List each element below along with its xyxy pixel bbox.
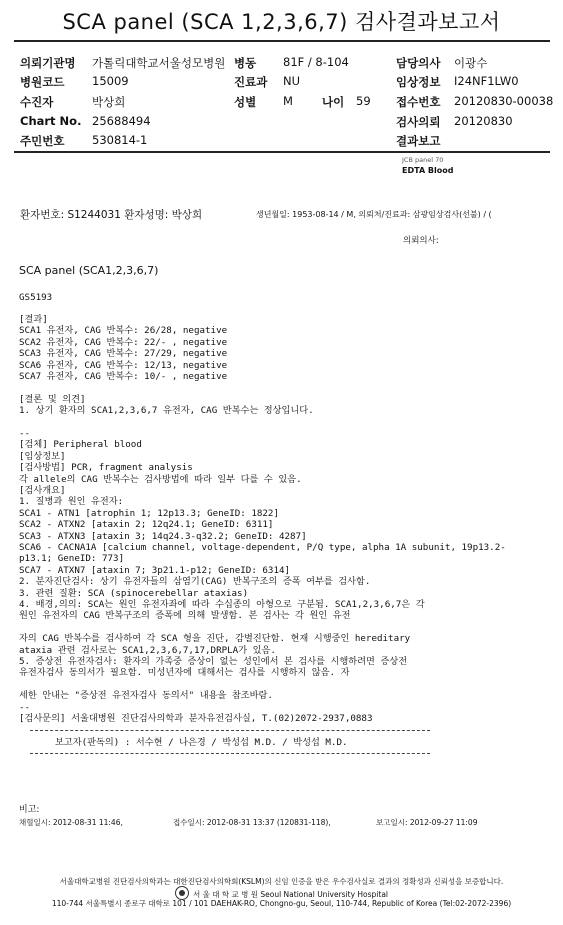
age-value: 59 xyxy=(356,94,371,108)
resident-no-label: 주민번호 xyxy=(20,134,65,148)
patient-info-small: 생년월일: 1953-08-14 / M, 의뢰처/진료과: 삼광임상검사(선불) / ( xyxy=(256,210,492,219)
sex-label: 성별 xyxy=(234,95,257,109)
request-value: 20120830 xyxy=(454,114,513,128)
institution-value: 가톨릭대학교서울성모병원 xyxy=(92,56,226,70)
dept-value: NU xyxy=(283,74,301,88)
result-report-label: 결과보고 xyxy=(396,134,441,148)
result-line: SCA2 유전자, CAG 반복수: 22/- , negative xyxy=(19,336,228,348)
result-line: 유전자검사 동의서가 필요함. 미성년자에 대해서는 검사를 시행하지 않음. 자 xyxy=(19,667,350,679)
result-line: [결과] xyxy=(19,314,48,325)
result-line: SCA1 - ATN1 [atrophin 1; 12p13.3; GeneID: 1822] xyxy=(19,507,279,519)
ward-label: 병동 xyxy=(234,56,257,70)
result-line: 3. 관련 질환: SCA (spinocerebellar ataxias) xyxy=(19,587,249,599)
edta-label: EDTA Blood xyxy=(402,166,454,175)
result-line: SCA1 유전자, CAG 반복수: 26/28, negative xyxy=(19,325,228,337)
result-line: SCA7 유전자, CAG 반복수: 10/- , negative xyxy=(19,371,228,382)
request-label: 검사의뢰 xyxy=(396,115,441,129)
reporters-line: 보고자(판독의) : 서수현 / 나은경 / 박성섭 M.D. / 박성섭 M.D. xyxy=(55,737,348,748)
result-line: -- xyxy=(19,701,31,713)
result-line: SCA2 - ATXN2 [ataxin 2; 12q24.1; GeneID: 6311] xyxy=(19,519,274,531)
result-line: 5. 증상전 유전자검사: 환자의 가족중 증상이 없는 성인에서 본 검사를 시행하려면 증상전 xyxy=(19,656,408,667)
result-line: SCA3 - ATXN3 [ataxin 3; 14q24.3-q32.2; GeneID: 4287] xyxy=(19,530,307,542)
dept-label: 진료과 xyxy=(234,75,268,89)
result-line: 원인 유전자의 CAG 반복구조의 증폭에 의해 발생함. 본 검사는 각 원인 유전 xyxy=(19,610,351,622)
result-line: [검사문의] 서울대병원 진단검사의학과 분자유전검사실, T.(02)2072-2937,0883 xyxy=(19,713,373,724)
footer-certification: 서울대학교병원 진단검사의학과는 대한진단검사의학회(KSLM)의 신임 인증을 받은 우수검사실로 결과의 정확성과 신뢰성을 보증합니다. xyxy=(59,877,504,886)
doctor-value: 이광수 xyxy=(454,56,488,70)
result-line: 자의 CAG 반복수를 검사하여 각 SCA 형을 진단, 감별진단함. 현재 시행중인 hereditary xyxy=(19,633,411,645)
received-time: 접수일시: 2012-08-31 13:37 (120831-118), xyxy=(173,818,331,827)
hospital-code-value: 15009 xyxy=(92,74,129,88)
result-line: SCA6 유전자, CAG 반복수: 12/13, negative xyxy=(19,359,228,371)
result-line: SCA3 유전자, CAG 반복수: 27/29, negative xyxy=(19,348,228,360)
edta-top-label: JCB panel 70 xyxy=(402,156,444,164)
receipt-no-label: 접수번호 xyxy=(396,95,441,109)
result-line: SCA7 - ATXN7 [ataxin 7; 3p21.1-p12; GeneID: 6314] xyxy=(19,564,291,576)
result-line: [결론 및 의견] xyxy=(19,393,86,405)
note-label: 비고: xyxy=(19,805,40,815)
result-line: [검사개요] xyxy=(19,485,66,496)
ward-value: 81F / 8-104 xyxy=(283,55,349,69)
result-line: 1. 상기 환자의 SCA1,2,3,6,7 유전자, CAG 반복수는 정상입니다. xyxy=(19,405,314,417)
report-title: SCA panel (SCA 1,2,3,6,7) 검사결과보고서 xyxy=(62,10,501,34)
result-line: 1. 질병과 원인 유전자: xyxy=(19,496,124,508)
result-line: p13.1; GeneID: 773] xyxy=(19,553,125,565)
chart-no-label: Chart No. xyxy=(20,114,82,128)
hospital-code-label: 병원코드 xyxy=(20,75,65,89)
age-label: 나이 xyxy=(322,95,345,109)
clinical-info-value: I24NF1LW0 xyxy=(454,74,519,88)
sex-value: M xyxy=(283,94,293,108)
test-name: SCA panel (SCA1,2,3,6,7) xyxy=(19,264,159,277)
footer-address: 110-744 서울특별시 종로구 대학로 101 / 101 DAEHAK-RO, Chongno-gu, Seoul, 110-744, Republic of Korea (Tel:02-2072-2396) xyxy=(51,899,512,908)
reporter-bottom-divider xyxy=(30,753,430,755)
result-line: 세한 안내는 "증상전 유전자검사 동의서" 내용을 참조바람. xyxy=(19,690,273,702)
clinical-info-label: 임상정보 xyxy=(396,75,441,89)
receipt-no-value: 20120830-00038 xyxy=(454,94,554,108)
footer-hospital-name: 서 울 대 학 교 병 원 Seoul National University Hospital xyxy=(192,890,389,899)
patient-value: 박상희 xyxy=(92,95,126,109)
institution-label: 의뢰기관명 xyxy=(20,56,76,70)
chart-no-value: 25688494 xyxy=(92,114,151,128)
result-line: [임상정보] xyxy=(19,450,66,462)
requester-label: 의뢰의사: xyxy=(403,236,439,246)
result-line: SCA6 - CACNA1A [calcium channel, voltage-dependent, P/Q type, alpha 1A subunit, 19p13.2- xyxy=(19,542,506,553)
result-line: 2. 분자진단검사: 상기 유전자들의 삼염기(CAG) 반복구조의 증폭 여부를 검사함. xyxy=(19,576,371,588)
reported-time: 보고일시: 2012-09-27 11:09 xyxy=(376,818,478,827)
patient-label: 수진자 xyxy=(20,95,54,109)
result-line: ataxia 관련 검사로는 SCA1,2,3,6,7,17,DRPLA가 있음. xyxy=(19,644,276,656)
result-line: 4. 배경,의의: SCA는 원인 유전자좌에 따라 수십종의 아형으로 구분됨. SCA1,2,3,6,7은 각 xyxy=(19,599,425,610)
doctor-label: 담당의사 xyxy=(396,56,441,70)
result-line: 각 allele의 CAG 반복수는 검사방법에 따라 일부 다를 수 있음. xyxy=(19,473,302,485)
result-line: -- xyxy=(19,428,31,439)
collected-time: 채혈일시: 2012-08-31 11:46, xyxy=(19,818,123,827)
result-line: [검체] Peripheral blood xyxy=(19,439,142,451)
resident-no-value: 530814-1 xyxy=(92,133,148,147)
test-code: GS5193 xyxy=(19,292,53,303)
result-line: [검사방법] PCR, fragment analysis xyxy=(19,462,193,474)
patient-id-line: 환자번호: S1244031 환자성명: 박상희 xyxy=(20,209,203,221)
reporter-top-divider xyxy=(30,730,430,732)
